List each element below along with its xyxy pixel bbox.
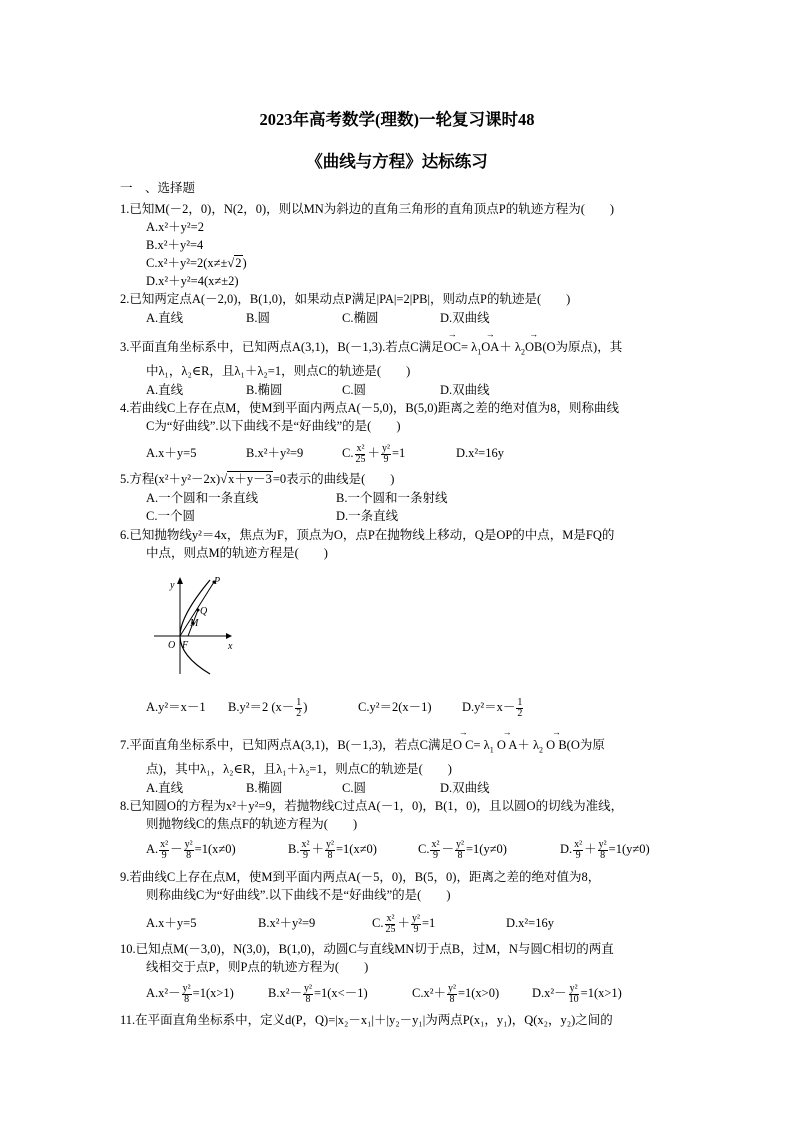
q8-option-a: A. $\frac{\text{x²}}{9}$ － $\frac{\text{y²}}{8}$ =1(x≠0) [146, 838, 236, 861]
q9-option-a: A.x＋y=5 [146, 916, 197, 930]
q9-stem-line2: 则称曲线C为“好曲线”.以下曲线不是“好曲线”的是( ) [146, 888, 451, 902]
q5-option-a: A.一个圆和一条直线 [146, 491, 259, 505]
q3-option-b: B.椭圆 [246, 383, 283, 397]
q8-option-b: B. $\frac{\text{x²}}{9}$ ＋ $\frac{\text{y²}}{8}$ =1(x≠0) [288, 838, 377, 861]
q8-option-d: D. $\frac{\text{x²}}{9}$ ＋ $\frac{\text{y²}}{8}$ =1(y≠0) [560, 838, 650, 861]
q3-stem-line1: 3.平面直角坐标系中，已知两点A(3,1)，B(－1,3).若点C满足→ $OC= \lambda_1\to OA+ \lambda_2\to OB(O$为原点)，其 [120, 340, 622, 360]
q8-option-c: C. $\frac{\text{x²}}{9}$ － $\frac{\text{y²}}{8}$ =1(y≠0) [418, 838, 507, 861]
q1-option-a: A.x²＋y²=2 [146, 220, 204, 234]
q4-option-b: B.x²＋y²=9 [246, 446, 304, 460]
q7-option-a: A.直线 [146, 781, 184, 795]
q10-stem-line1: 10.已知点M(－3,0)，N(3,0)，B(1,0)，动圆C与直线MN切于点B，过M，N与圆C相切的两直 [120, 942, 614, 956]
q6-option-d: D.y²＝x－ $\frac{1}{2}$ [462, 696, 523, 719]
q6-option-b: B.y²＝2 (x－ $\frac{1}{2}$ ) [228, 696, 308, 719]
q1-option-c: C.x²＋y²=2(x≠±√2) [146, 256, 247, 270]
q6-option-c: C.y²＝2(x－1) [358, 700, 432, 714]
q2-option-d: D.双曲线 [440, 311, 490, 325]
q7-stem-line2: 点)，其中λ₁，λ₂∈R，且λ₁＋λ₂=1，则点C的轨迹是( ) [146, 762, 452, 776]
q4-option-c: C. $\frac{\text{x²}}{25}$ ＋ $\frac{\text{y²}}{9}$ =1 [342, 442, 406, 465]
q2-option-c: C.椭圆 [342, 311, 379, 325]
q10-option-c: C.x²＋ $\frac{\text{y²}}{8}$ =1(x>0) [412, 982, 500, 1005]
q7-stem-line1: 7.平面直角坐标系中，已知两点A(3,1)，B(－1,3)，若点C满足→ O $C= \lambda_1 \to O$ $A+ \lambda_2 \to O$ B(O为原 [120, 738, 605, 758]
q9-option-c: C. $\frac{\text{x²}}{25}$ ＋ $\frac{\text{y²}}{9}$ =1 [372, 912, 436, 935]
doc-title: 2023年高考数学(理数)一轮复习课时48 [259, 110, 535, 129]
q5-option-b: B.一个圆和一条射线 [336, 491, 448, 505]
q9-option-d: D.x²=16y [506, 916, 554, 930]
label-f: F [182, 640, 189, 651]
label-y: y [170, 580, 175, 591]
q3-option-c: C.圆 [342, 383, 366, 397]
label-x: x [228, 641, 233, 652]
q1-option-b: B.x²＋y²=4 [146, 238, 204, 252]
q5-option-d: D.一条直线 [336, 509, 399, 523]
q10-stem-line2: 线相交于点P，则P点的轨迹方程为( ) [146, 960, 369, 974]
parabola-graph [152, 576, 238, 676]
q6-stem-line2: 中点，则点M的轨迹方程是( ) [146, 546, 328, 560]
q3-option-a: A.直线 [146, 383, 184, 397]
q7-option-b: B.椭圆 [246, 781, 283, 795]
q2-option-a: A.直线 [146, 311, 184, 325]
q4-option-d: D.x²=16y [456, 446, 504, 460]
q1-option-d: D.x²＋y²=4(x≠±2) [146, 274, 239, 288]
q6-stem-line1: 6.已知抛物线y²＝4x，焦点为F，顶点为O，点P在抛物线上移动，Q是OP的中点，M是FQ的 [120, 528, 615, 542]
q8-stem-line1: 8.已知圆O的方程为x²＋y²=9，若抛物线C过点A(－1，0)，B(1，0)，且以圆O的切线为准线， [120, 799, 624, 813]
q2-stem: 2.已知两定点A(－2,0)，B(1,0)，如果动点P满足|PA|=2|PB|，则动点P的轨迹是( ) [120, 292, 571, 306]
q10-option-d: D.x²－ $\frac{\text{y²}}{10}$ =1(x>1) [532, 982, 622, 1005]
q4-option-a: A.x＋y=5 [146, 446, 197, 460]
q1-stem: 1.已知M(－2，0)，N(2，0)，则以MN为斜边的直角三角形的直角顶点P的轨迹方程为( ) [120, 202, 615, 216]
q8-stem-line2: 则抛物线C的焦点F的轨迹方程为( ) [146, 817, 358, 831]
q5-option-c: C.一个圆 [146, 509, 195, 523]
q7-option-c: C.圆 [342, 781, 366, 795]
q4-stem-line1: 4.若曲线C上存在点M，使M到平面内两点A(－5,0)，B(5,0)距离之差的绝对值为8，则称曲线 [120, 401, 619, 415]
label-q: Q [200, 606, 208, 617]
x-axis-arrow [226, 633, 232, 639]
q9-stem-line1: 9.若曲线C上存在点M，使M到平面内两点A(－5，0)，B(5，0)，距离之差的绝对值为8， [120, 870, 601, 884]
q3-option-d: D.双曲线 [440, 383, 490, 397]
q9-option-b: B.x²＋y²=9 [258, 916, 316, 930]
y-axis-arrow [177, 577, 183, 584]
label-o: O [168, 640, 176, 651]
label-p: P [214, 576, 221, 587]
q11-stem-line1: 11.在平面直角坐标系中，定义d(P，Q)=|x₂－x₁|＋|y₂－y₁|为两点P(x₁，y₁)，Q(x₂，y₂)之间的 [120, 1013, 613, 1027]
q2-option-b: B.圆 [246, 311, 270, 325]
q4-stem-line2: C为“好曲线”.以下曲线不是“好曲线”的是( ) [146, 419, 401, 433]
q6-option-a: A.y²＝x－1 [146, 700, 206, 714]
label-m: M [190, 618, 199, 629]
q3-stem-line2: 中λ₁，λ₂∈R，且λ₁＋λ₂=1，则点C的轨迹是( ) [146, 364, 411, 378]
section-heading: 一 、选择题 [120, 181, 196, 195]
q10-option-b: B.x²－ $\frac{\text{y²}}{8}$ =1(x<－1) [268, 982, 368, 1005]
doc-subtitle: 《曲线与方程》达标练习 [306, 152, 488, 171]
q10-option-a: A.x²－ $\frac{\text{y²}}{8}$ =1(x>1) [146, 982, 234, 1005]
q7-option-d: D.双曲线 [440, 781, 490, 795]
q5-stem: 5.方程(x²＋y²－2x)√x＋y－3=0表示的曲线是( ) [120, 472, 395, 486]
